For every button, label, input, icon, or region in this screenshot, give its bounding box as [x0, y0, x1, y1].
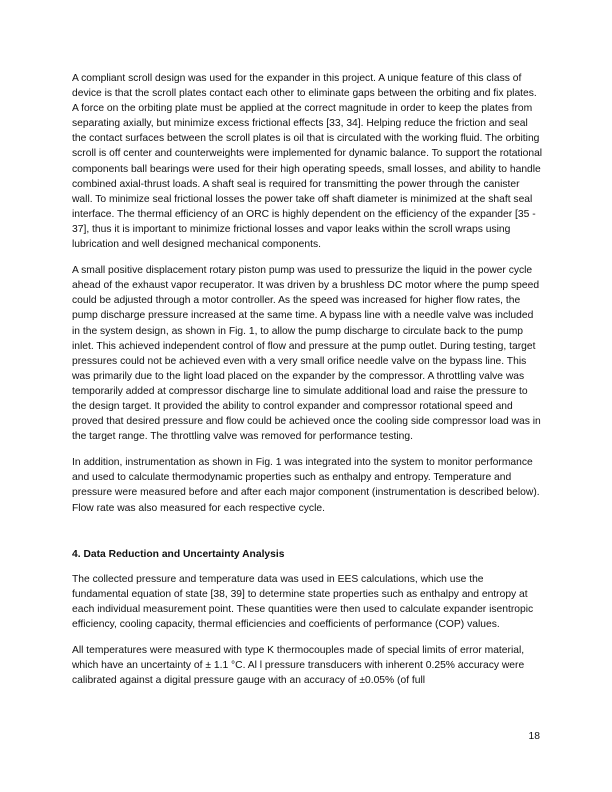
paragraph-scroll-expander: A compliant scroll design was used for the expander in this project. A unique feature of this class of device is that the scroll plates contact each other to eliminate gaps between the orbiting and fix plates. A force on the orbiting plate must be applied at the correct magnitude in order to keep the plates from separating axially, but minimize excess frictional effects [33, 34]. Helping reduce the friction and seal the contact surfaces between the scroll plates is oil that is circulated with the working fluid. The orbiting scroll is off center and counterweights were implemented for dynamic balance. To support the rotational components ball bearings were used for their high operating speeds, small losses, and ability to handle combined axial-thrust loads. A shaft seal is required for transmitting the power through the canister wall. To minimize seal frictional losses the power take off shaft diameter is minimized at the shaft seal interface. The thermal efficiency of an ORC is highly dependent on the efficiency of the expander [35 - 37], thus it is important to minimize frictional losses and vapor leaks within the scroll wraps using lubrication and well designed mechanical components.: [72, 73, 543, 251]
paragraph-uncertainty: All temperatures were measured with type K thermocouples made of special limits of error material, which have an uncertainty of ± 1.1 °C. Al l pressure transducers with inherent 0.25% accuracy were calibrated against a digital pressure gauge with an accuracy of ±0.05% (of full: [72, 645, 525, 687]
paragraph-piston-pump: A small positive displacement rotary piston pump was used to pressurize the liquid in the power cycle ahead of the exhaust vapor recuperator. It was driven by a brushless DC motor where the pump speed could be adjusted through a motor controller. As the speed was increased for higher flow rates, the pump discharge pressure increased at the same time. A bypass line with a needle valve was included in the system design, as shown in Fig. 1, to allow the pump discharge to circulate back to the pump inlet. This achieved independent control of flow and pressure at the pump outlet. During testing, target pressures could not be achieved even with a very small orifice needle valve on the bypass line. This was primarily due to the light load placed on the expander by the compressor. A throttling valve was temporarily added at compressor discharge line to simulate additional load and raise the pressure to the design target. It provided the ability to control expander and compressor rotational speed and proved that desired pressure and flow could be achieved once the cooling side compressor load was in the target range. The throttling valve was removed for performance testing.: [72, 265, 541, 443]
section-heading: 4. Data Reduction and Uncertainty Analysis: [72, 548, 285, 560]
paragraph-instrumentation: In addition, instrumentation as shown in Fig. 1 was integrated into the system to monitor performance and used to calculate thermodynamic properties such as enthalpy and entropy. Temperature and pressure were measured before and after each major component (instrumentation is described below). Flow rate was also measured for each respective cycle.: [72, 457, 540, 514]
paragraph-data-reduction: The collected pressure and temperature data was used in EES calculations, which use the fundamental equation of state [38, 39] to determine state properties such as enthalpy and entropy at each individual measurement point. These quantities were then used to calculate expander isentropic efficiency, cooling capacity, thermal efficiencies and coefficients of performance (COP) values.: [72, 573, 534, 630]
page-number: 18: [528, 731, 540, 742]
page-body: [72, 71, 543, 699]
